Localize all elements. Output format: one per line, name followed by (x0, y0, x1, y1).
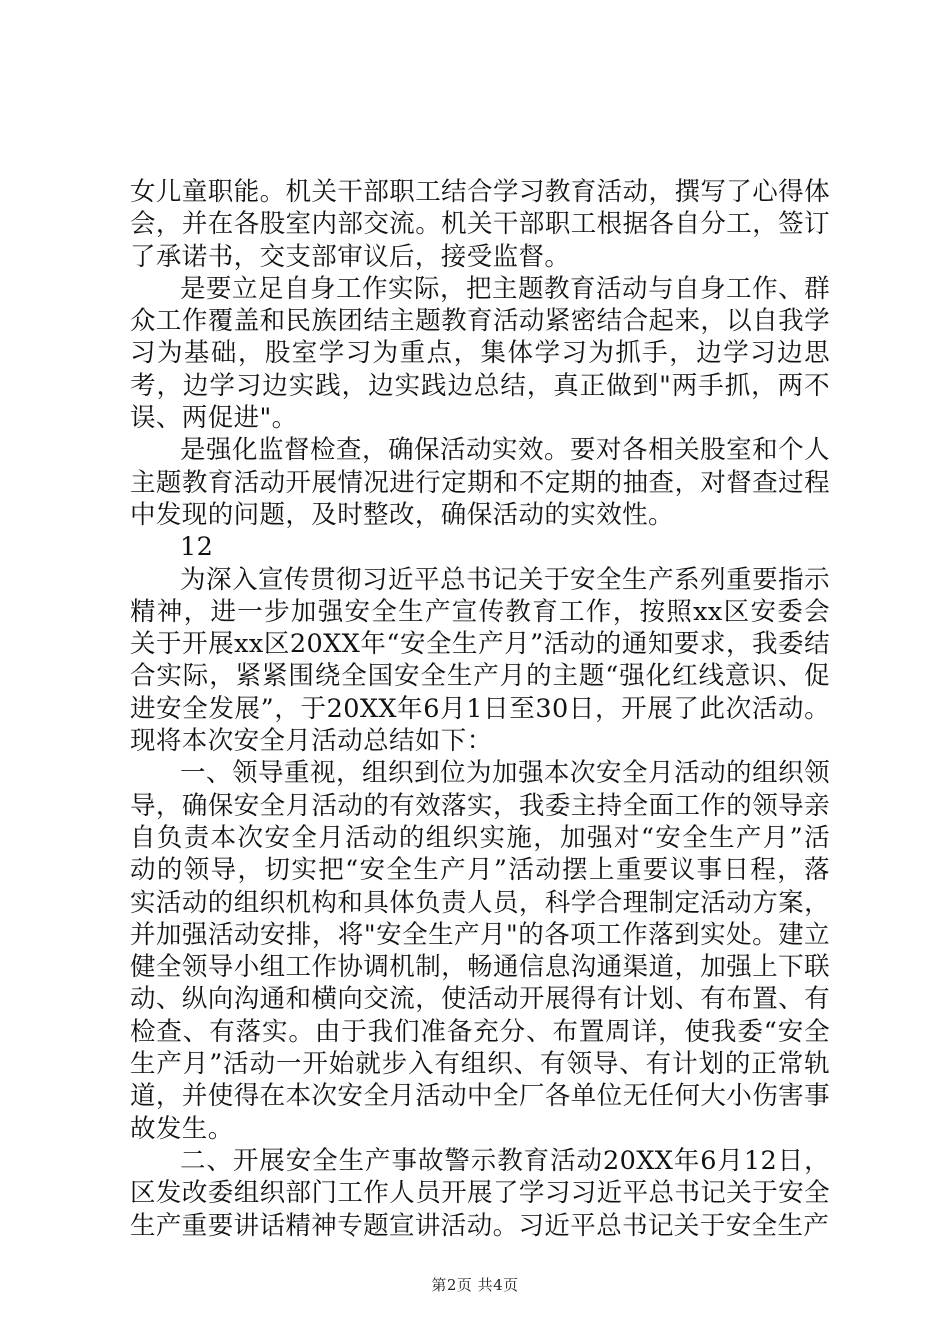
document-body (130, 176, 830, 1242)
paragraph-7: 二、开展安全生产事故警示教育活动20XX年6月12日，区发改委组织部门工作人员开展了学习习近平总书记关于安全生产重要讲话精神专题宣讲活动。习近平总书记关于安全生产 (130, 1145, 830, 1241)
paragraph-2: 是要立足自身工作实际，把主题教育活动与自身工作、群众工作覆盖和民族团结主题教育活动紧密结合起来，以自我学习为基础，股室学习为重点，集体学习为抓手，边学习边思考，边学习边实践，边实践边总结，真正做到"两手抓，两不误、两促进"。 (130, 273, 830, 434)
paragraph-1: 女儿童职能。机关干部职工结合学习教育活动，撰写了心得体会，并在各股室内部交流。机关干部职工根据各自分工，签订了承诺书，交支部审议后，接受监督。 (130, 177, 830, 272)
paragraph-5: 为深入宣传贯彻习近平总书记关于安全生产系列重要指示精神，进一步加强安全生产宣传教育工作，按照xx区安委会关于开展xx区20XX年“安全生产月”活动的通知要求，我委结合实际，紧紧围绕全国安全生产月的主题“强化红线意识、促进安全发展”，于20XX年6月1日至30日，开展了此次活动。现将本次安全月活动总结如下： (130, 564, 830, 757)
paragraph-3: 是强化监督检查，确保活动实效。要对各相关股室和个人主题教育活动开展情况进行定期和不定期的抽查，对督查过程中发现的问题，及时整改，确保活动的实效性。 (130, 435, 830, 530)
paragraph-4: 12 (180, 532, 214, 563)
paragraph-6: 一、领导重视，组织到位为加强本次安全月活动的组织领导，确保安全月活动的有效落实，我委主持全面工作的领导亲自负责本次安全月活动的组织实施，加强对“安全生产月”活动的领导，切实把“安全生产月”活动摆上重要议事日程，落实活动的组织机构和具体负责人员，科学合理制定活动方案，并加强活动安排，将"安全生产月"的各项工作落到实处。建立健全领导小组工作协调机制，畅通信息沟通渠道，加强上下联动、纵向沟通和横向交流，使活动开展得有计划、有布置、有检查、有落实。由于我们准备充分、布置周详，使我委“安全生产月”活动一开始就步入有组织、有领导、有计划的正常轨道，并使得在本次安全月活动中全厂各单位无任何大小伤害事故发生。 (130, 758, 830, 1144)
page-footer: 第2页 共4页 (431, 1276, 519, 1294)
